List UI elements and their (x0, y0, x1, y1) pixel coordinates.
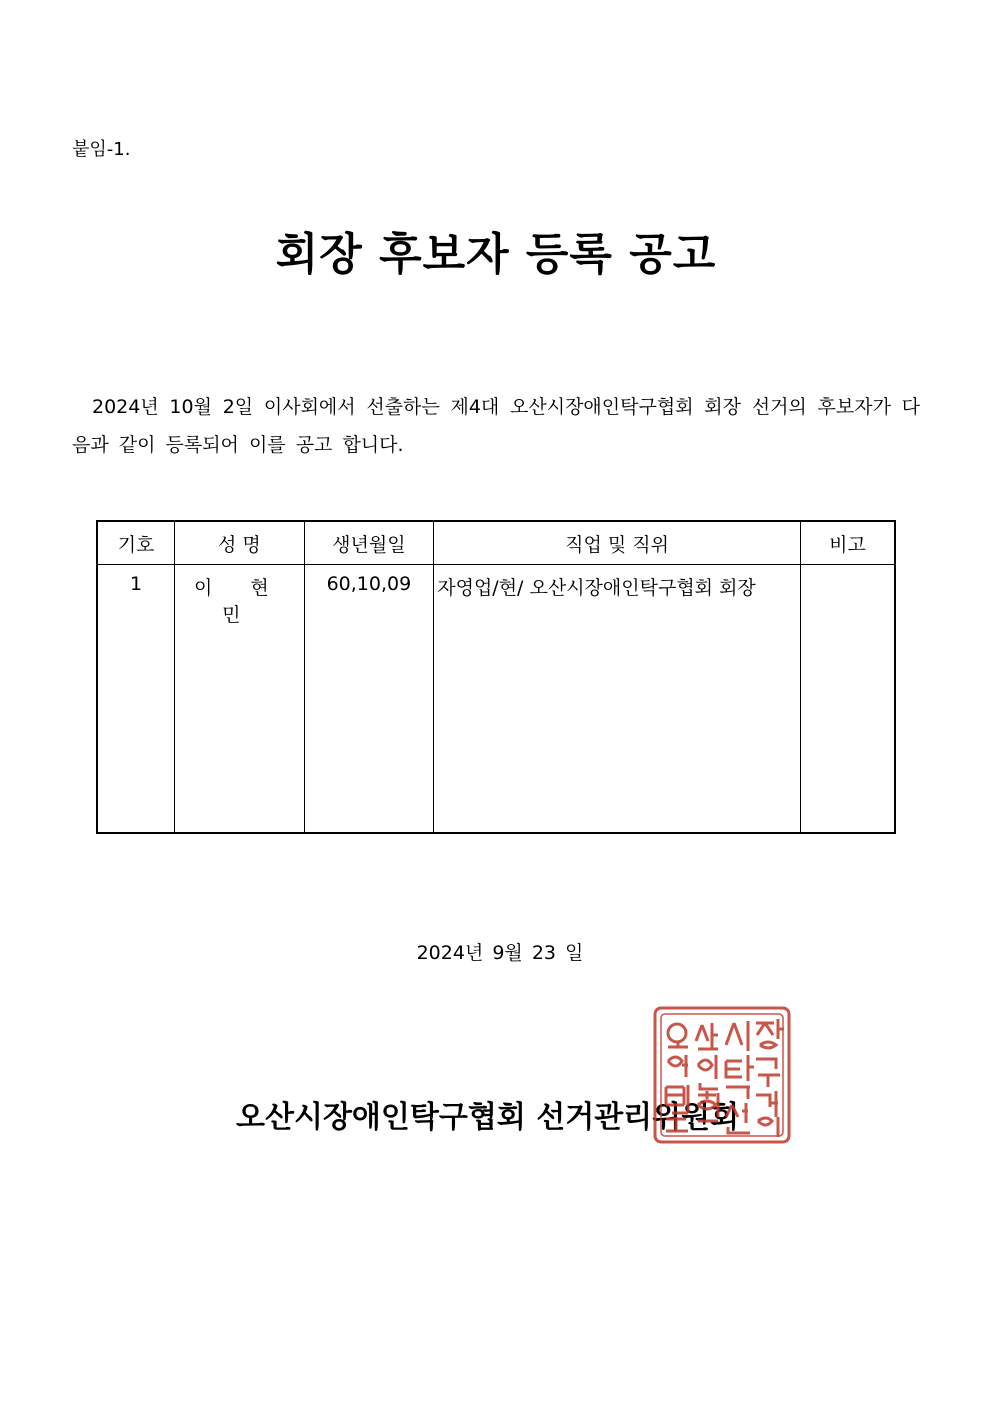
table-header-row (97, 521, 895, 565)
header-note: 비고 (800, 521, 895, 565)
committee-name: 오산시장애인탁구협회 선거관리위원회 (236, 1100, 740, 1135)
candidate-name: 이 현 민 (193, 577, 285, 626)
cell-note (800, 565, 895, 834)
header-name: 성 명 (175, 521, 304, 565)
header-job: 직업 및 직위 (434, 521, 801, 565)
announcement-date: 2024년 9월 23 일 (416, 942, 584, 964)
announcement-text: 2024년 10월 2일 이사회에서 선출하는 제4대 오산시장애인탁구협회 회장 선거의 후보자가 다음과 같이 등록되어 이를 공고 합니다. (72, 396, 920, 456)
attachment-label: 붙임-1. (72, 139, 131, 160)
cell-name (175, 565, 304, 834)
table-row (97, 565, 895, 834)
announcement-body (72, 388, 920, 464)
cell-birth: 60,10,09 (304, 565, 434, 834)
cell-no: 1 (97, 565, 175, 834)
header-no: 기호 (97, 521, 175, 565)
official-seal-stamp (652, 1005, 792, 1145)
header-birth: 생년월일 (304, 521, 434, 565)
cell-job: 자영업/현/ 오산시장애인탁구협회 회장 (434, 565, 801, 834)
candidate-table (96, 520, 896, 834)
page-title: 회장 후보자 등록 공고 (275, 229, 717, 280)
